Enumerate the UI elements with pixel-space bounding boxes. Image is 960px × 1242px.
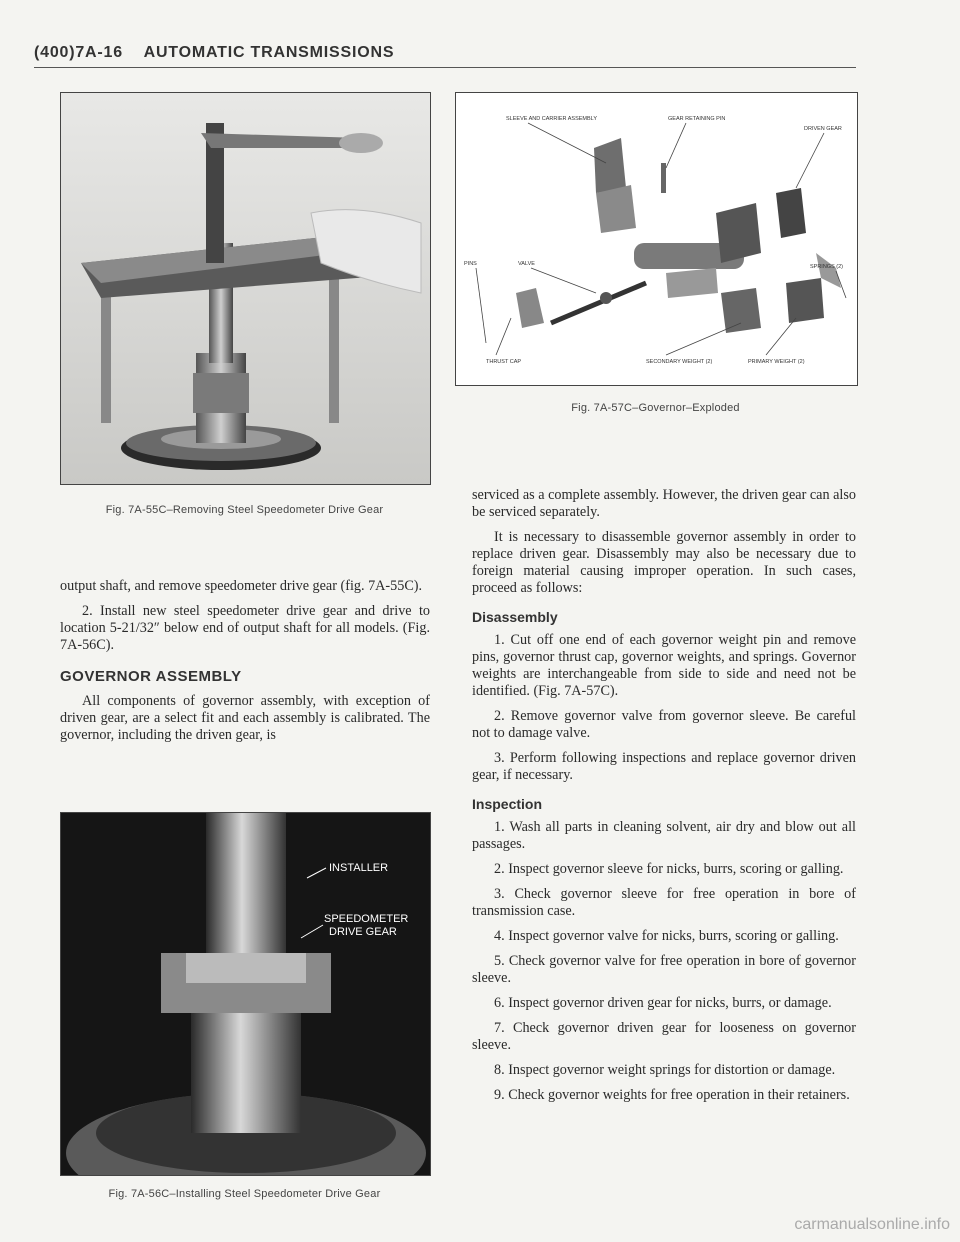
figure-7a-56c-caption: Fig. 7A-56C–Installing Steel Speedometer Drive Gear bbox=[108, 1188, 381, 1200]
paragraph-disassemble-reason: It is necessary to disassemble governor assembly in order to replace driven gear. Disassembly may also be necessary due to foreign material causing improper operation. In such cases, proceed as follows: bbox=[472, 529, 856, 596]
governor-exploded-drawing bbox=[456, 93, 857, 385]
inspection-step-6: 6. Inspect governor driven gear for nicks, burrs, or damage. bbox=[494, 995, 832, 1011]
speedometer-gear-install-photo bbox=[61, 813, 430, 1175]
inspection-step-5: 5. Check governor valve for free operation in bore of governor sleeve. bbox=[472, 953, 856, 986]
figure-7a-55c bbox=[60, 92, 431, 485]
speedometer-gear-removal-photo bbox=[61, 93, 430, 484]
inspection-step-4: 4. Inspect governor valve for nicks, burrs, scoring or galling. bbox=[494, 928, 839, 944]
disassembly-step-2: 2. Remove governor valve from governor sleeve. Be careful not to damage valve. bbox=[472, 708, 856, 741]
paragraph-governor-components: All components of governor assembly, with exception of driven gear, are a select fit and each assembly is calibrated. The governor, including the driven gear, is bbox=[60, 693, 430, 743]
label-springs: SPRINGS (2) bbox=[810, 264, 844, 270]
page-title: AUTOMATIC TRANSMISSIONS bbox=[143, 44, 395, 61]
figure-7a-57c bbox=[455, 92, 858, 386]
page-code: (400)7A-16 bbox=[34, 44, 123, 61]
label-installer: INSTALLER bbox=[329, 862, 389, 874]
disassembly-step-1: 1. Cut off one end of each governor weight pin and remove pins, governor thrust cap, governor weights, and springs. Governor weights are interchangeable from side to side and need not be identified. (Fig. 7A-57C). bbox=[472, 632, 856, 699]
subsection-title-inspection: Inspection bbox=[472, 796, 543, 812]
figure-7a-57c-caption: Fig. 7A-57C–Governor–Exploded bbox=[571, 402, 740, 414]
figure-7a-56c bbox=[60, 812, 431, 1176]
left-column-top bbox=[60, 578, 430, 752]
label-thrust-cap: THRUST CAP bbox=[486, 359, 522, 365]
subsection-title-disassembly: Disassembly bbox=[472, 609, 558, 625]
paragraph-serviced: serviced as a complete assembly. However, the driven gear can also be serviced separately. bbox=[472, 487, 856, 520]
label-speedometer: SPEEDOMETER bbox=[324, 913, 409, 925]
label-valve: VALVE bbox=[518, 261, 535, 267]
label-secondary-weight: SECONDARY WEIGHT (2) bbox=[646, 359, 713, 365]
paragraph-output-shaft: output shaft, and remove speedometer drive gear (fig. 7A-55C). bbox=[60, 578, 423, 594]
inspection-step-1: 1. Wash all parts in cleaning solvent, air dry and blow out all passages. bbox=[472, 819, 856, 852]
page-header bbox=[34, 44, 856, 68]
label-pins: PINS bbox=[464, 261, 477, 267]
label-drive-gear: DRIVE GEAR bbox=[329, 926, 397, 938]
watermark: carmanualsonline.info bbox=[794, 1216, 950, 1233]
figure-7a-55c-caption: Fig. 7A-55C–Removing Steel Speedometer Drive Gear bbox=[105, 504, 384, 516]
disassembly-step-3: 3. Perform following inspections and replace governor driven gear, if necessary. bbox=[472, 750, 856, 783]
inspection-step-7: 7. Check governor driven gear for looseness on governor sleeve. bbox=[472, 1020, 856, 1053]
inspection-step-3: 3. Check governor sleeve for free operation in bore of transmission case. bbox=[472, 886, 856, 919]
right-column bbox=[472, 487, 856, 1112]
section-title-governor-assembly: GOVERNOR ASSEMBLY bbox=[60, 668, 242, 685]
label-driven-gear: DRIVEN GEAR bbox=[804, 126, 842, 132]
paragraph-install-gear: 2. Install new steel speedometer drive gear and drive to location 5-21/32″ below end of output shaft for all models. (Fig. 7A-56C). bbox=[60, 603, 430, 653]
label-primary-weight: PRIMARY WEIGHT (2) bbox=[748, 359, 805, 365]
inspection-step-9: 9. Check governor weights for free operation in their retainers. bbox=[494, 1087, 850, 1103]
label-gear-retaining-pin: GEAR RETAINING PIN bbox=[668, 116, 726, 122]
inspection-step-8: 8. Inspect governor weight springs for distortion or damage. bbox=[494, 1062, 836, 1078]
label-sleeve-carrier: SLEEVE AND CARRIER ASSEMBLY bbox=[506, 116, 597, 122]
inspection-step-2: 2. Inspect governor sleeve for nicks, burrs, scoring or galling. bbox=[494, 861, 844, 877]
